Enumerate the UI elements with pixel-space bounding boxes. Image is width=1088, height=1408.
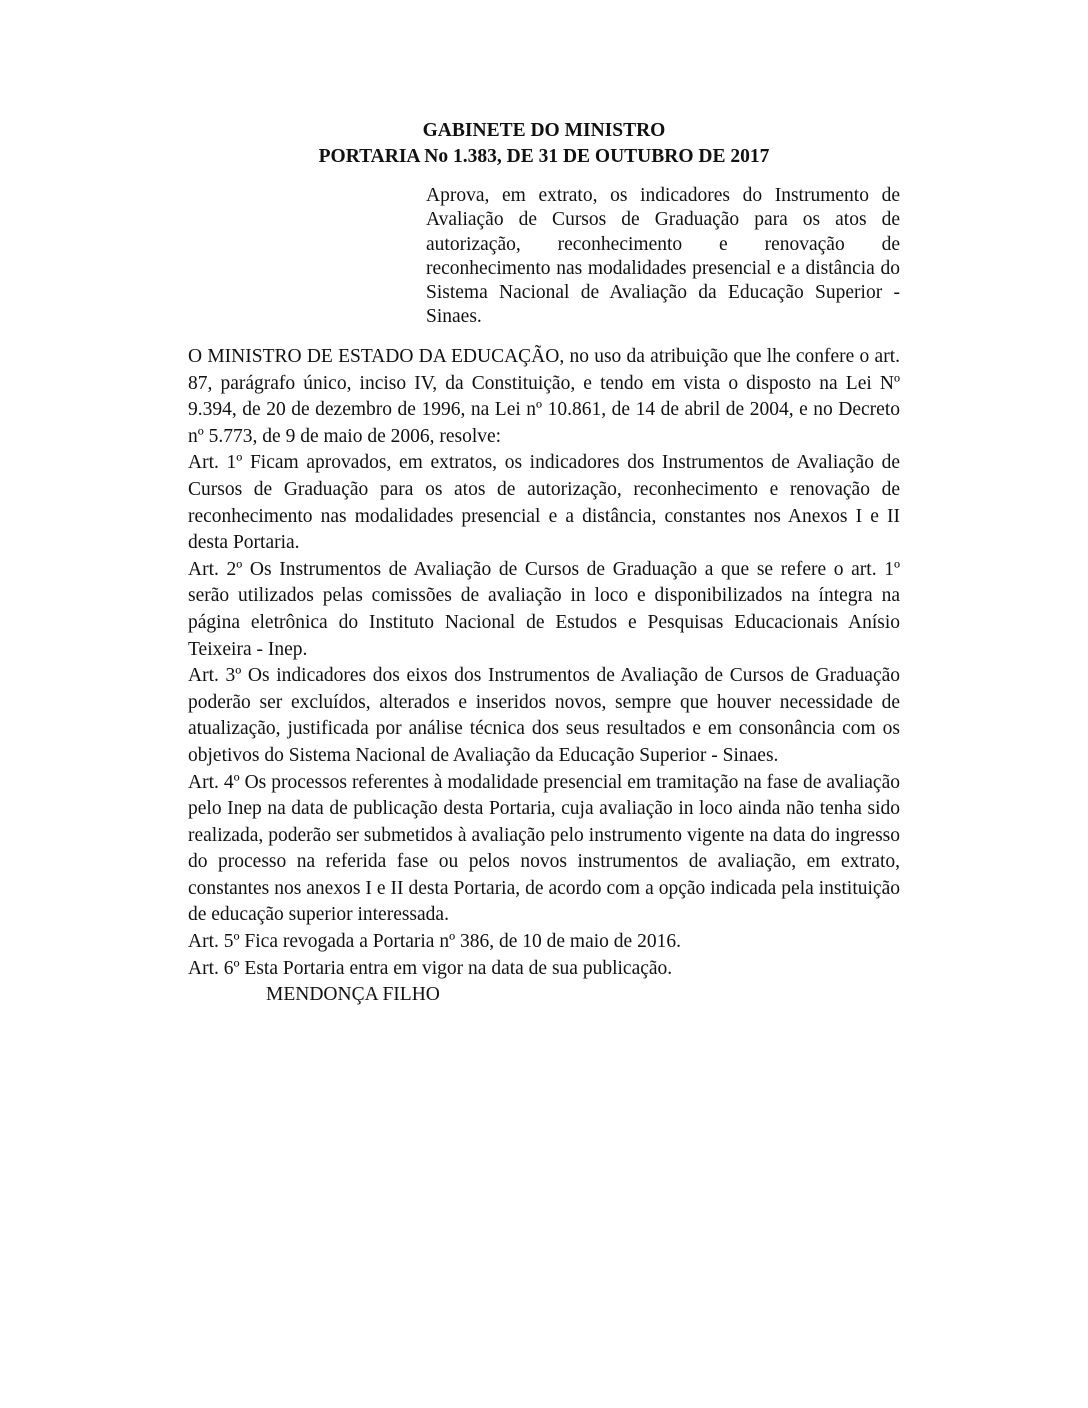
signature-name: MENDONÇA FILHO <box>266 984 440 1006</box>
preamble-paragraph: O MINISTRO DE ESTADO DA EDUCAÇÃO, no uso da atribuição que lhe confere o art. 87, parágrafo único, inciso IV, da Constituição, e tendo em vista o disposto na Lei Nº 9.394, de 20 de dezembro de 1996, na Lei nº 10.861, de 14 de abril de 2004, e no Decreto nº 5.773, de 9 de maio de 2006, resolve: <box>188 346 900 447</box>
article-4: Art. 4º Os processos referentes à modalidade presencial em tramitação na fase de avaliação pelo Inep na data de publicação desta Portaria, cuja avaliação in loco ainda não tenha sido realizada, poderão ser submetidos à avaliação pelo instrumento vigente na data do ingresso do processo na referida fase ou pelos novos instrumentos de avaliação, em extrato, constantes nos anexos I e II desta Portaria, de acordo com a opção indicada pela instituição de educação superior interessada. <box>188 771 900 926</box>
article-1: Art. 1º Ficam aprovados, em extratos, os indicadores dos Instrumentos de Avaliação de Cursos de Graduação para os atos de autorização, reconhecimento e renovação de reconhecimento nas modalidades presencial e a distância, constantes nos Anexos I e II desta Portaria. <box>188 452 900 554</box>
article-5: Art. 5º Fica revogada a Portaria nº 386, de 10 de maio de 2016. <box>188 931 681 953</box>
article-2: Art. 2º Os Instrumentos de Avaliação de Cursos de Graduação a que se refere o art. 1º serão utilizados pelas comissões de avaliação in loco e disponibilizados na íntegra na página eletrônica do Instituto Nacional de Estudos e Pesquisas Educacionais Anísio Teixeira - Inep. <box>188 558 900 660</box>
office-title: GABINETE DO MINISTRO <box>422 120 666 141</box>
ordinance-title: PORTARIA No 1.383, DE 31 DE OUTUBRO DE 2017 <box>318 146 770 167</box>
article-6: Art. 6º Esta Portaria entra em vigor na data de sua publicação. <box>188 957 673 979</box>
article-3: Art. 3º Os indicadores dos eixos dos Instrumentos de Avaliação de Cursos de Graduação poderão ser excluídos, alterados e inseridos novos, sempre que houver necessidade de atualização, justificada por análise técnica dos seus resultados e em consonância com os objetivos do Sistema Nacional de Avaliação da Educação Superior - Sinaes. <box>188 665 900 766</box>
document-header <box>188 118 900 170</box>
document-body <box>188 344 900 1009</box>
ementa-summary: Aprova, em extrato, os indicadores do Instrumento de Avaliação de Cursos de Graduação para os atos de autorização, reconhecimento e renovação de reconhecimento nas modalidades presencial e a distância do Sistema Nacional de Avaliação da Educação Superior - Sinaes. <box>426 185 900 328</box>
